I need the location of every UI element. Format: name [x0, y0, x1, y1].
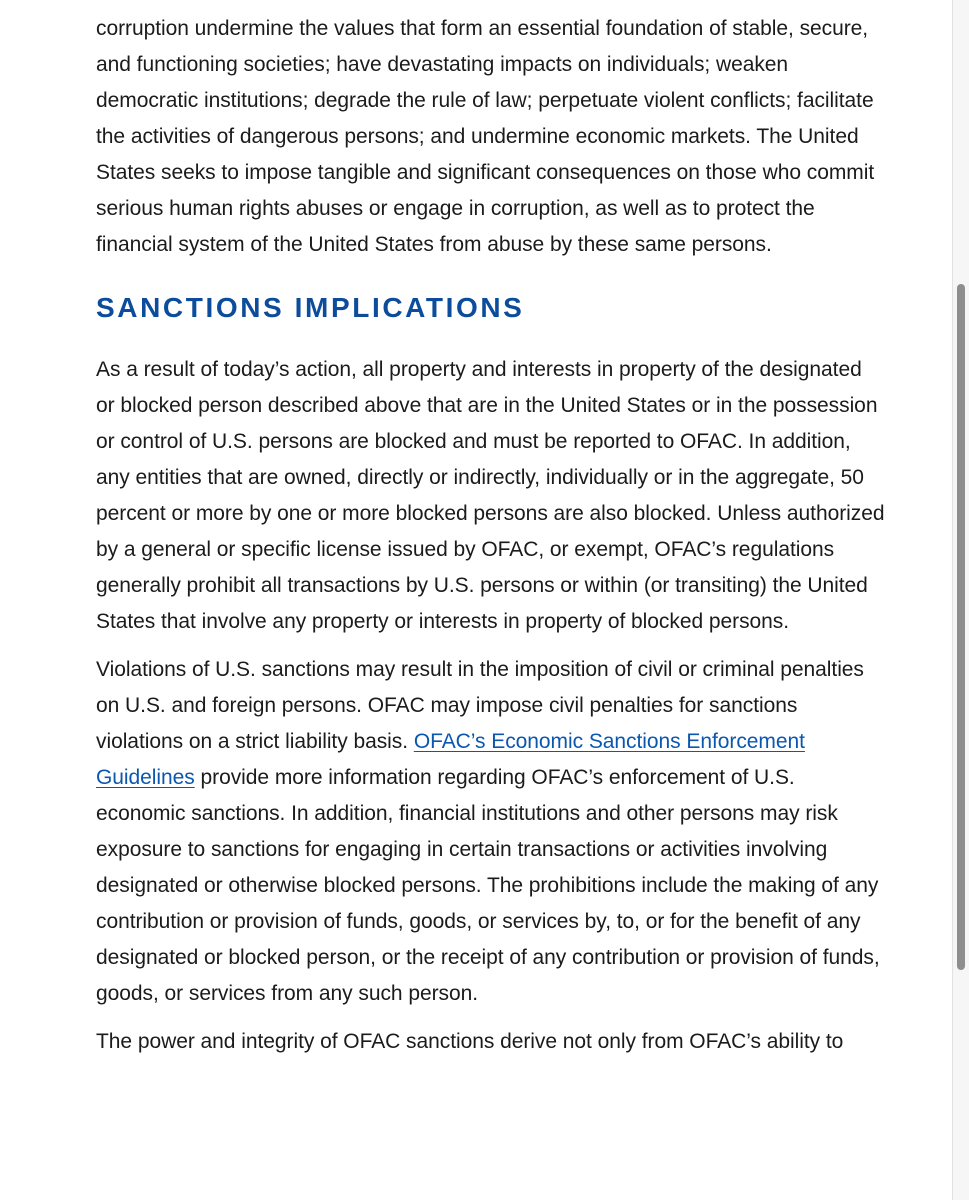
scrollbar-thumb[interactable] — [957, 284, 965, 970]
enforcement-guidelines-link[interactable]: OFAC’s Economic Sanctions Enforcement Guidelines — [96, 730, 805, 789]
paragraph-violations — [96, 652, 886, 1012]
paragraph-power-integrity: The power and integrity of OFAC sanctions derive not only from OFAC’s ability to — [96, 1030, 844, 1053]
vertical-scrollbar[interactable] — [952, 0, 969, 1200]
paragraph-spacer — [96, 1012, 886, 1024]
paragraph-spacer — [96, 640, 886, 652]
paragraph-violations-text-start: Violations of U.S. sanctions may result in the imposition of civil or criminal penalties on U.S. and foreign persons. OFAC may impose civil penalties for sanctions violations on a strict liability basis. — [96, 658, 864, 753]
paragraph-blocked-property: As a result of today’s action, all property and interests in property of the designated or blocked person described above that are in the United States or in the possession or control of U.S. persons are blocked and must be reported to OFAC. In addition, any entities that are owned, directly or indirectly, individually or in the aggregate, 50 percent or more by one or more blocked persons are also blocked. Unless authorized by a general or specific license issued by OFAC, or exempt, OFAC’s regulations generally prohibit all transactions by U.S. persons or within (or transiting) the United States that involve any property or interests in property of blocked persons. — [96, 358, 885, 633]
section-heading-sanctions-implications: SANCTIONS IMPLICATIONS — [96, 292, 525, 323]
article-body — [96, 11, 886, 1060]
paragraph-intro: corruption undermine the values that form an essential foundation of stable, secure, and functioning societies; have devastating impacts on individuals; weaken democratic institutions; degrade the rule of law; perpetuate violent conflicts; facilitate the activities of dangerous persons; and undermine economic markets. The United States seeks to impose tangible and significant consequences on those who commit serious human rights abuses or engage in corruption, as well as to protect the financial system of the United States from abuse by these same persons. — [96, 17, 875, 256]
paragraph-violations-text-end: provide more information regarding OFAC’s enforcement of U.S. economic sanctions. In addition, financial institutions and other persons may risk exposure to sanctions for engaging in certain transactions or activities involving designated or otherwise blocked persons. The prohibitions include the making of any contribution or provision of funds, goods, or services by, to, or for the benefit of any designated or blocked person, or the receipt of any contribution or provision of funds, goods, or services from any such person. — [96, 766, 880, 1005]
